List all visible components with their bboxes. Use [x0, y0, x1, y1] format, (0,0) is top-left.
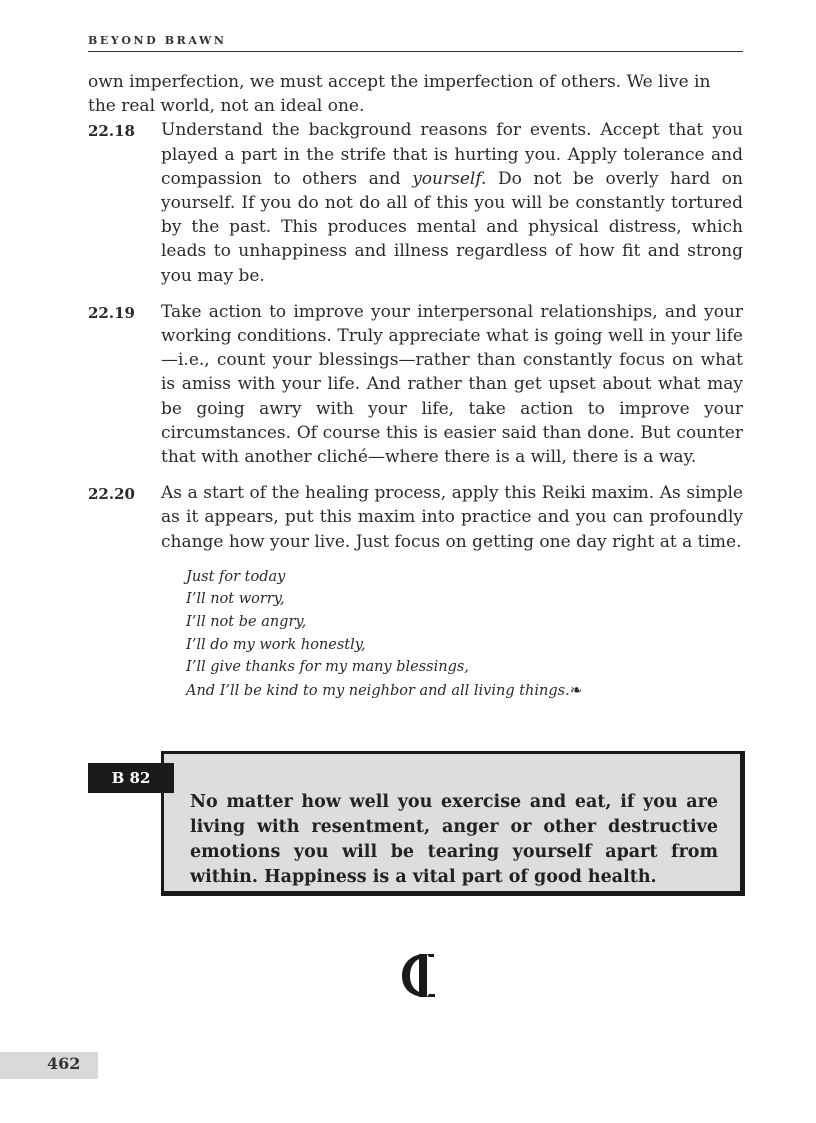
paragraph-number: 22.20	[88, 485, 135, 504]
poem-line: Just for today	[186, 568, 286, 585]
paragraph-text: Take action to improve your interpersonal relationships, and your working conditions. Truly appreciate what is going well in your life—i.e., count your blessings—rather than constantly focus on what is amiss with your life. And rather than get upset about what may be going awry with your life, take action to improve your circumstances. Of course this is easier said than done. But counter that with another cliché—where there is a will, there is a way.	[161, 301, 743, 468]
section-end-icon	[398, 950, 438, 1000]
reiki-poem	[186, 566, 743, 703]
continued-paragraph: own imperfection, we must accept the imperfection of others. We live in the real world, not an ideal one.	[88, 72, 711, 117]
callout-badge: B 82	[88, 763, 174, 793]
paragraph-22-18	[88, 118, 743, 287]
paragraph-number: 22.18	[88, 122, 135, 141]
emphasis: yourself.	[412, 168, 487, 189]
poem-line: I’ll do my work honestly,	[186, 636, 366, 653]
fleuron-icon: ❧	[569, 680, 583, 699]
poem-line: I’ll not worry,	[186, 591, 285, 608]
poem-line-last: And I’ll be kind to my neighbor and all living things.❧	[186, 680, 583, 699]
paragraph-text: As a start of the healing process, apply this Reiki maxim. As simple as it appears, put this maxim into practice and you can profoundly change how your live. Just focus on getting one day right at a time.	[161, 483, 743, 552]
paragraph-text: Understand the background reasons for events. Accept that you played a part in the strife that is hurting you. Apply tolerance and compassion to others and yourself. Do not be overly hard on yourself. If you do not do all of this you will be constantly tortured by the past. This produces mental and physical distress, which leads to unhappiness and illness regardless of how fit and strong you may be.	[161, 120, 743, 286]
header-rule	[88, 51, 743, 52]
running-header: BEYOND BRAWN	[88, 34, 227, 47]
page-number: 462	[47, 1054, 81, 1073]
callout-box	[161, 751, 745, 896]
paragraph-22-20	[88, 481, 743, 554]
poem-line: I’ll give thanks for my many blessings,	[186, 659, 469, 676]
paragraph-22-19	[88, 300, 743, 469]
poem-line: I’ll not be angry,	[186, 614, 307, 631]
callout-text: No matter how well you exercise and eat, if you are living with resentment, anger or other destructive emotions you will be tearing yourself apart from within. Happiness is a vital part of good health.	[190, 791, 718, 887]
body-text	[88, 70, 743, 702]
paragraph-number: 22.19	[88, 303, 135, 322]
